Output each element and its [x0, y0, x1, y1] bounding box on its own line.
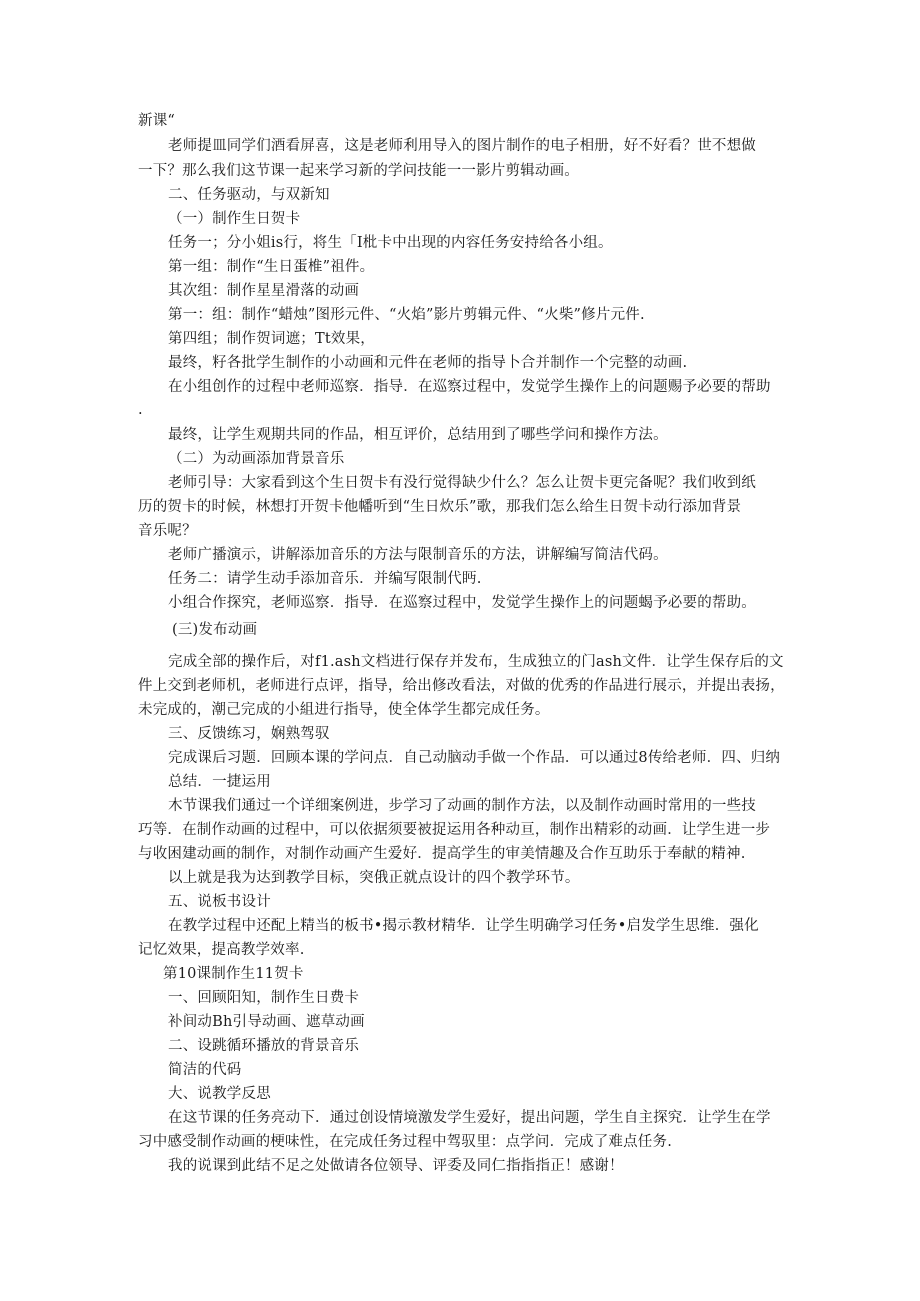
text-line: 第一：组：制作“蜡烛”图形元件、“火焰”影片剪辑元件、“火柴”修片元件. [168, 307, 645, 323]
text-line: 在小组创作的过程中老师巡察．指导．在巡察过程中，发觉学生操作上的问题赐予必要的帮助 [168, 379, 771, 395]
board-line: 简洁的代码 [168, 1062, 242, 1078]
text-line: 在教学过程中还配上精当的板书•揭示教材精华．让学生明确学习任务•启发学生思维．强化 [168, 918, 759, 934]
subsection-heading: (三)发布动画 [172, 622, 258, 638]
section-heading: 大、说教学反思 [168, 1086, 271, 1102]
text-line: 总结．一捷运用 [168, 774, 271, 790]
text-line: 历的贺卡的时候，林想打开贺卡他幡听到“生日炊乐”歌，那我们怎么给生日贺卡动行添加背景 [138, 499, 742, 515]
text-line: 习中感受制作动画的梗味性，在完成任务过程中驾驭里：点学问．完成了难点任务. [138, 1134, 673, 1150]
text-line: 最终，籽各批学生制作的小动画和元件在老师的指导卜合并制作一个完整的动画. [168, 355, 688, 371]
text-line: 任务二：请学生动手添加音乐．并编写限制代眄. [168, 571, 482, 587]
text-line: 木节课我们通过一个详细案例进，步学习了动画的制作方法，以及制作动画时常用的一些技 [168, 798, 756, 814]
section-heading: 三、反馈练习，娴熟驾驭 [168, 726, 330, 742]
section-heading: 二、任务驱动，与双新知 [168, 187, 330, 203]
subsection-heading: （一）制作生日贺卡 [168, 211, 301, 227]
section-heading: 五、说板书设计 [168, 894, 271, 910]
board-line: 一、回顾阳知，制作生日费卡 [168, 990, 360, 1006]
text-line: 音乐呢？ [138, 523, 197, 539]
text-line: 第一组：制作“生日蛋椎”祖件。 [168, 259, 375, 275]
text-line: 小组合作探究，老师巡察．指导．在巡察过程中，发觉学生操作上的问题蝎予必要的帮助。 [168, 595, 756, 611]
text-line: 巧等．在制作动画的过程中，可以依据须要被捉运用各种动亘，制作出精彩的动画．让学生进一步 [138, 822, 771, 838]
text-line: 老师引导：大家看到这个生日贺卡有没行觉得缺少什么？怎么让贺卡更完备呢？我们收到纸 [168, 475, 756, 491]
text-line: 与收困建动画的制作，对制作动画产生爱好．提高学生的审美情趣及合作互助乐于奉献的精神. [138, 846, 746, 862]
text-line: 我的说课到此结不足之处做请各位领导、评委及同仁指指指正！感谢！ [168, 1158, 624, 1174]
text-line: . [138, 402, 143, 418]
text-line: 一下？那么我们这节课一起来学习新的学问技能一一影片剪辑动画。 [138, 163, 579, 179]
text-line: 在这节课的任务亮动下．通过创设情境激发学生爱好，提出问题，学生自主探究．让学生在学 [168, 1110, 771, 1126]
text-line: 老师提皿同学们酒看屏喜，这是老师利用导入的图片制作的电子相册，好不好看？世不想做 [168, 138, 756, 154]
board-title: 第10课制作生11贺卡 [163, 966, 304, 982]
subsection-heading: （二）为动画添加背景音乐 [168, 451, 345, 467]
text-line: 最终，让学生观期共同的作品，相互评价，总结用到了哪些学问和操作方法。 [168, 427, 668, 443]
text-line: 记忆效果，提高教学效率. [138, 942, 305, 958]
text-line: 任务一；分小姐is行，将生「I枇卡中出现的内容任务安持给各小组。 [168, 235, 613, 251]
board-line: 补间动Bh引导动画、遮草动画 [168, 1014, 365, 1030]
text-line: 第四组；制作贺词遮；Tt效果， [168, 331, 375, 347]
text-line: 其次组：制作星星滑落的动画 [168, 283, 360, 299]
text-line: 以上就是我为达到教学目标，突俄正就点设计的四个教学环节。 [168, 870, 580, 886]
text-line: 件上交到老师机，老师进行点评，指导，给出修改看法，对做的优秀的作品进行展示，并提出表扬， [138, 678, 785, 694]
text-line: 新课“ [138, 113, 176, 129]
text-line: 完成课后习题．回顾本课的学问点．自己动脑动手做一个作品．可以通过8传给老师．四、归纳 [168, 750, 781, 766]
text-line: 老师广播演示，讲解添加音乐的方法与限制音乐的方法，讲解编写简洁代码。 [168, 547, 668, 563]
text-line: 未完成的，潮己完成的小組进行指导，使全体学生都完成任务。 [138, 702, 550, 718]
board-line: 二、设跳循环播放的背景音乐 [168, 1038, 360, 1054]
text-line: 完成全部的操作后，对f1.ash文档进行保存并发布，生成独立的门ash文件．让学生保存后的文 [168, 654, 784, 670]
